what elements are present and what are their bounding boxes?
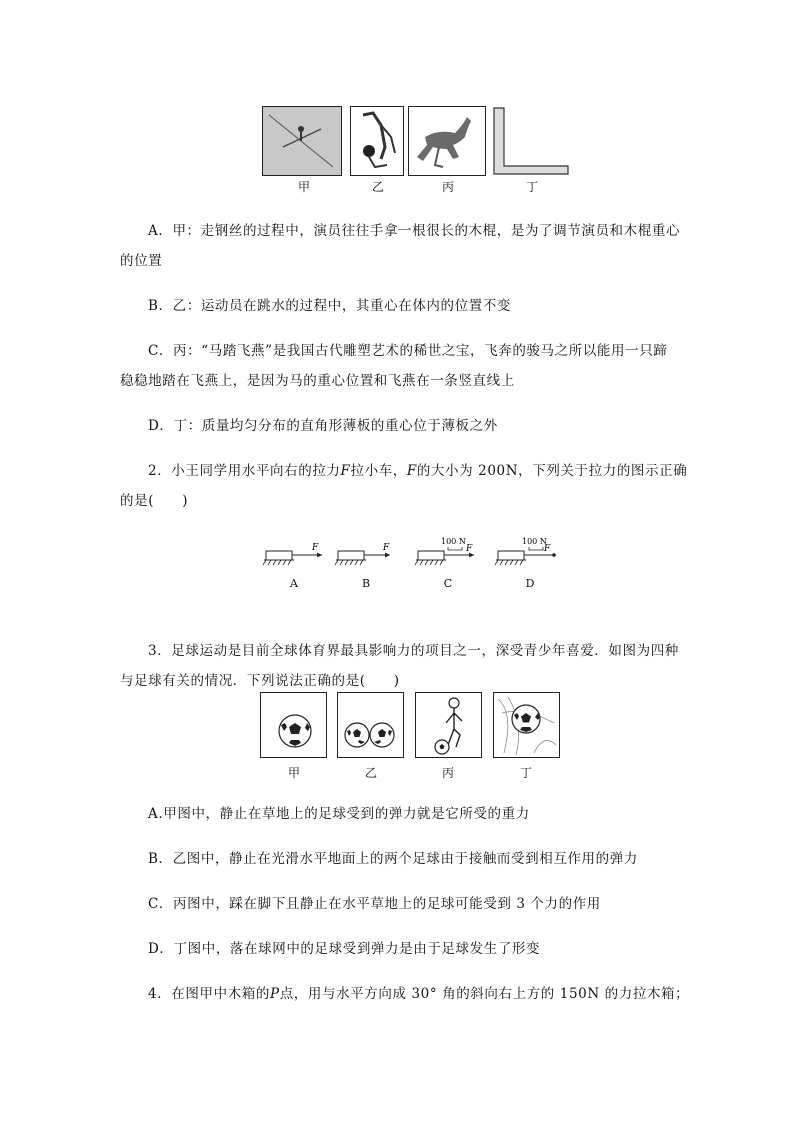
caption-ding: 丁 [525,180,538,194]
force-label-b: F [383,543,390,553]
caption-yi: 乙 [371,180,384,194]
diver-image [350,106,404,176]
scale-label-d: 100 N [522,537,547,546]
q3-option-d: D．丁图中，落在球网中的足球受到弹力是由于足球发生了形变 [148,941,541,957]
q2-stem-part2: 拉小车， [350,463,407,479]
q1-option-d: D．丁：质量均匀分布的直角形薄板的重心位于薄板之外 [148,418,498,434]
tightrope-image [262,106,342,176]
caption-jia: 甲 [297,180,310,194]
q1-option-b: B．乙：运动员在跳水的过程中，其重心在体内的位置不变 [148,298,512,314]
right-angle-plate-image [492,106,572,176]
caption3-bing: 丙 [441,766,454,780]
galloping-horse-image [408,106,486,176]
option-label-b: B [361,577,371,590]
caption-bing: 丙 [441,180,454,194]
caption3-ding: 丁 [519,766,532,780]
figure-force-diagrams [262,535,562,595]
figure-center-of-gravity [262,106,582,196]
q2-stem-line1 [148,461,687,481]
caption3-jia: 甲 [287,766,300,780]
ball-on-grass-image [260,692,327,758]
force-label-a: F [312,543,319,553]
q1-option-a-line2: 的位置 [120,253,163,269]
q1-option-c-line2: 稳稳地踏在飞燕上，是因为马的重心位置和飞燕在一条竖直线上 [120,373,515,389]
force-label-c: F [466,544,473,554]
force-diagram-svg [262,535,562,575]
q2-stem-part1: 2．小王同学用水平向右的拉力 [148,463,341,479]
caption3-yi: 乙 [364,766,377,780]
option-label-a: A [290,577,298,590]
q2-force-symbol: F [340,463,351,479]
force-label-d: F [544,544,551,554]
q3-stem-line2: 与足球有关的情况．下列说法正确的是( ) [120,673,400,689]
ball-in-net-image [493,692,560,758]
q3-stem-line1: 3．足球运动是目前全球体育界最具影响力的项目之一，深受青少年喜爱．如图为四种 [148,643,679,659]
foot-on-ball-image [415,692,482,758]
q4-stem-part1: 4．在图甲中木箱的 [148,986,270,1002]
q1-option-a-line1: A．甲：走钢丝的过程中，演员往往手拿一根很长的木棍，是为了调节演员和木棍重心 [148,223,681,239]
q3-option-c: C．丙图中，踩在脚下且静止在水平草地上的足球可能受到 3 个力的作用 [148,896,601,912]
q4-stem-part2: 点，用与水平方向成 30° 角的斜向右上方的 150N 的力拉木箱； [279,986,690,1002]
scale-label-c: 100 N [441,537,466,546]
q3-option-b: B．乙图中，静止在光滑水平地面上的两个足球由于接触而受到相互作用的弹力 [148,851,638,867]
two-balls-image [337,692,404,758]
q3-option-a: A.甲图中，静止在草地上的足球受到的弹力就是它所受的重力 [148,806,530,822]
q1-option-c-line1: C．丙：“马踏飞燕”是我国古代雕塑艺术的稀世之宝，飞奔的骏马之所以能用一只蹄 [148,343,668,359]
q4-point-symbol: P [270,986,280,1002]
q4-stem-line1 [148,984,689,1004]
q2-stem-line2: 的是( ) [120,493,189,509]
q2-stem-part3: 的大小为 200N，下列关于拉力的图示正确 [416,463,688,479]
q2-force-symbol-2: F [406,463,417,479]
figure-football [260,692,570,782]
option-label-c: C [443,577,453,590]
option-label-d: D [525,577,535,590]
